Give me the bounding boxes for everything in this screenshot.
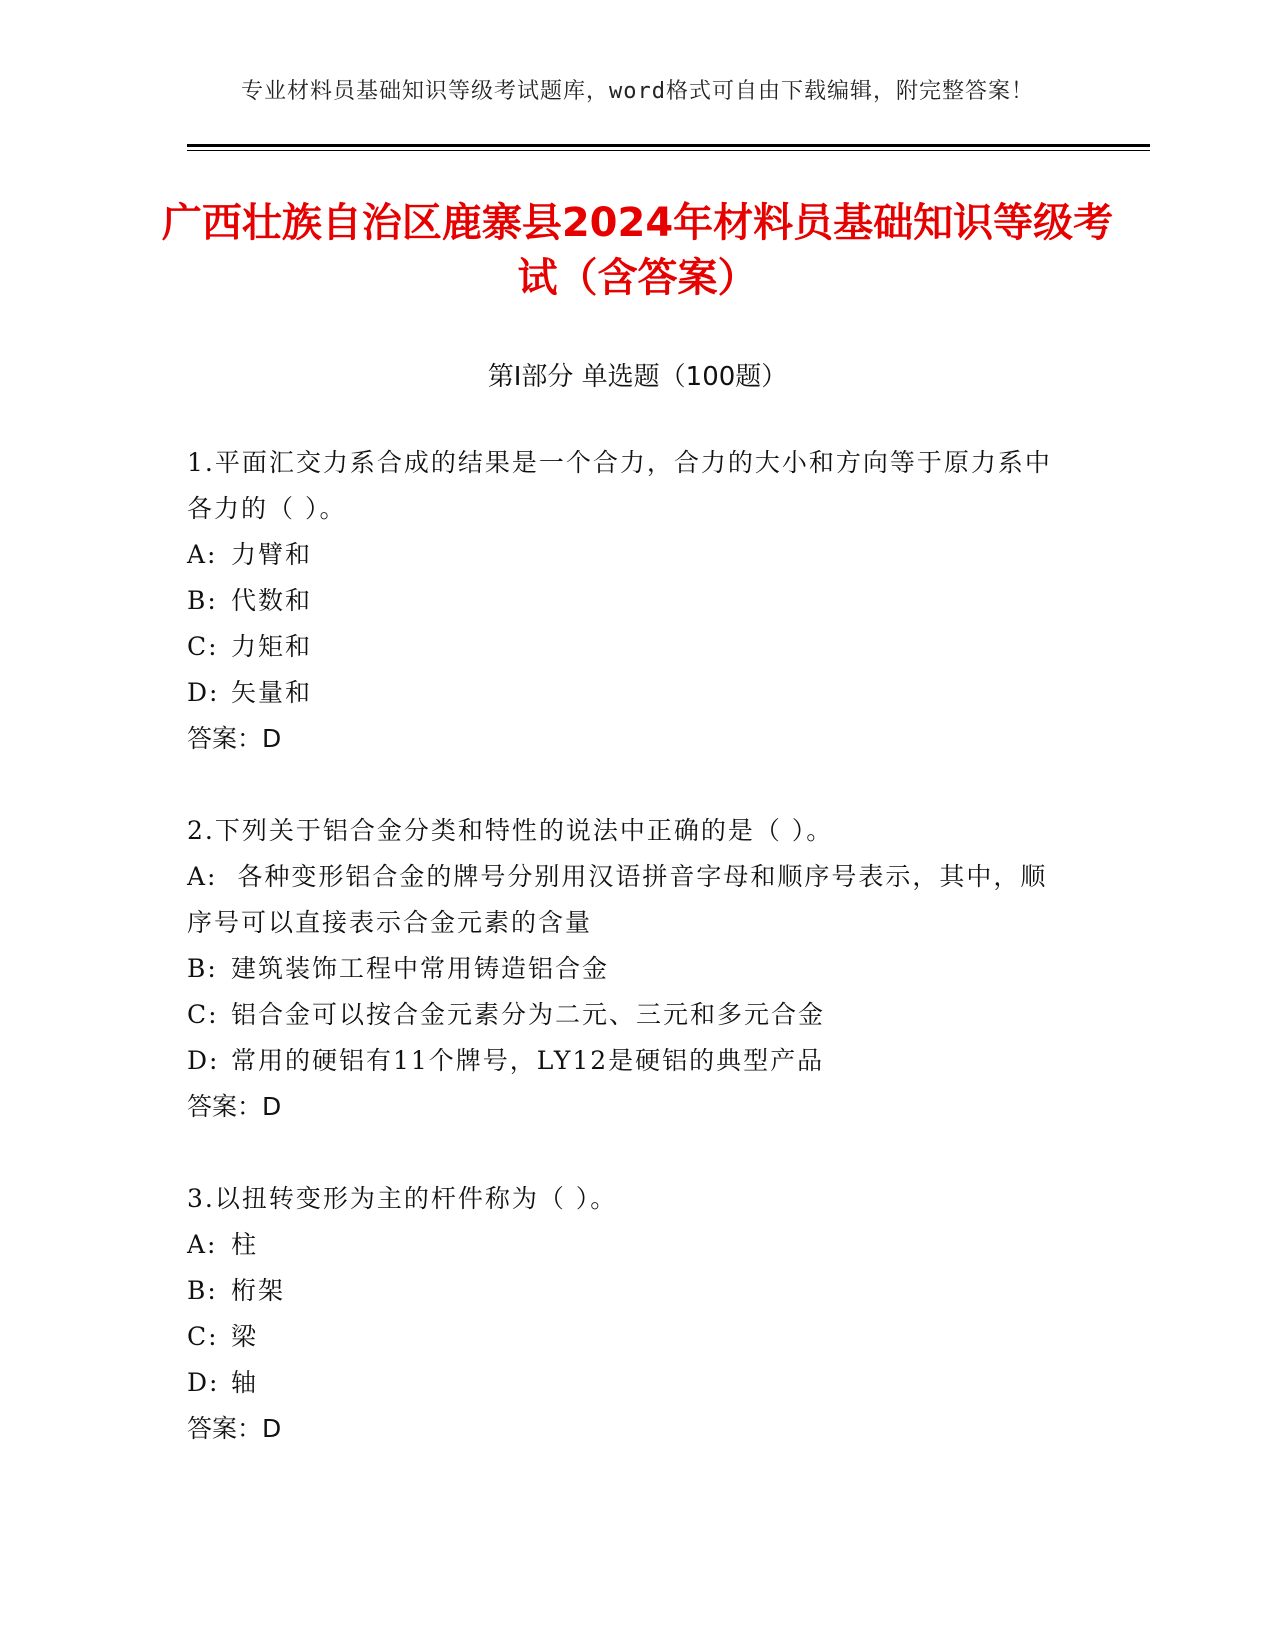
option-key: A: [187,862,218,891]
question-list [187,440,1067,1498]
option-key: C: [187,1000,219,1029]
option-b [187,578,1067,624]
question-stem: 2.下列关于铝合金分类和特性的说法中正确的是（ ）。 [187,816,834,845]
option-a [187,854,1067,946]
option-text: 梁 [231,1322,259,1351]
option-text: 各种变形铝合金的牌号分别用汉语拼音字母和顺序号表示，其中，顺序号可以直接表示合金元素的含量 [187,862,1048,937]
option-text: 常用的硬铝有11个牌号，LY12是硬铝的典型产品 [231,1046,825,1075]
option-text: 矢量和 [231,678,313,707]
option-b [187,1268,1067,1314]
answer-line: 答案：D [187,1414,282,1443]
option-text: 铝合金可以按合金元素分为二元、三元和多元合金 [231,1000,826,1029]
option-c [187,624,1067,670]
option-a [187,1222,1067,1268]
header-note: 专业材料员基础知识等级考试题库，word格式可自由下载编辑，附完整答案！ [241,79,1034,104]
option-a [187,532,1067,578]
option-key: D: [187,1046,220,1075]
option-d [187,1038,1067,1084]
option-text: 代数和 [231,586,313,615]
header-rule-thin [187,150,1150,151]
option-key: C: [187,1322,219,1351]
option-key: D: [187,678,220,707]
answer-line: 答案：D [187,724,282,753]
option-text: 建筑装饰工程中常用铸造铝合金 [231,954,610,983]
option-d [187,1360,1067,1406]
option-key: B: [187,586,218,615]
option-d [187,670,1067,716]
option-b [187,946,1067,992]
option-text: 力矩和 [231,632,313,661]
option-key: B: [187,1276,218,1305]
header-rule-thick [187,144,1150,147]
option-key: C: [187,632,219,661]
question-3 [187,1176,1067,1452]
question-stem: 1.平面汇交力系合成的结果是一个合力，合力的大小和方向等于原力系中各力的（ ）。 [187,448,1052,523]
option-text: 桁架 [231,1276,286,1305]
option-key: A: [187,540,218,569]
option-key: B: [187,954,218,983]
question-1 [187,440,1067,762]
question-2 [187,808,1067,1130]
section-heading: 第Ⅰ部分 单选题（100题） [487,362,788,392]
option-key: D: [187,1368,220,1397]
option-text: 柱 [231,1230,259,1259]
answer-line: 答案：D [187,1092,282,1121]
option-key: A: [187,1230,218,1259]
question-stem: 3.以扭转变形为主的杆件称为（ ）。 [187,1184,618,1213]
option-text: 力臂和 [231,540,313,569]
option-c [187,992,1067,1038]
document-title: 广西壮族自治区鹿寨县2024年材料员基础知识等级考试（含答案） [161,200,1114,301]
option-c [187,1314,1067,1360]
option-text: 轴 [231,1368,259,1397]
